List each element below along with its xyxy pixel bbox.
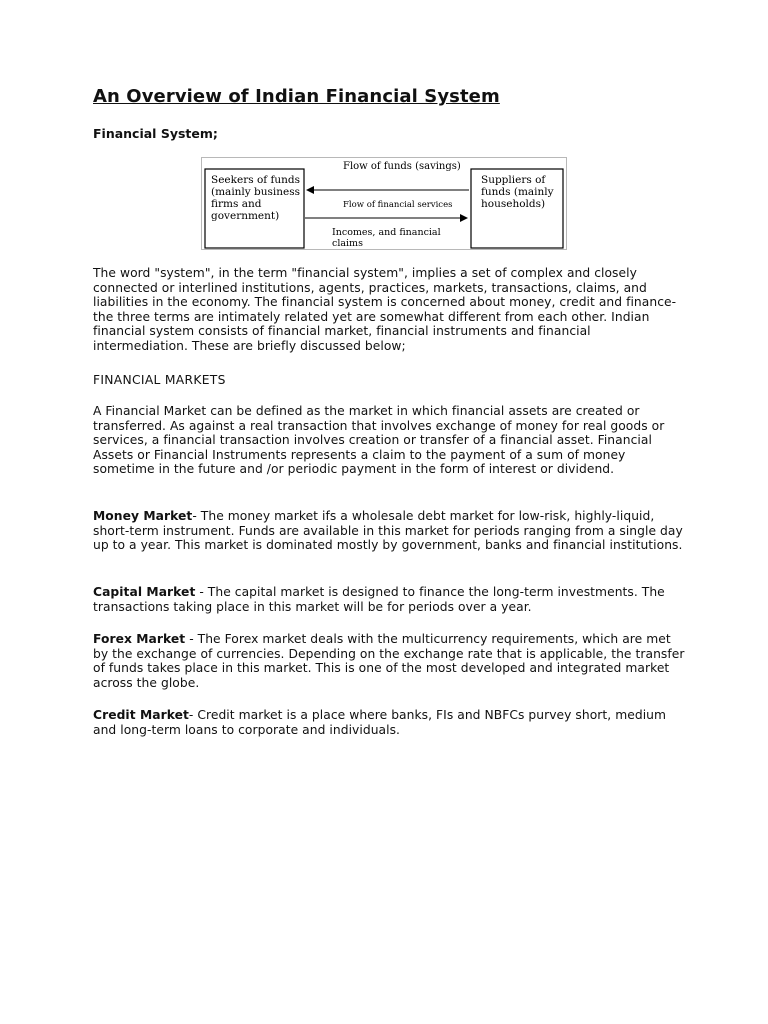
diagram-left-line-1: Seekers of funds — [211, 174, 301, 186]
capital-market-text: - The capital market is designed to finance the long-term investments. The transactions taking place in this market will be for periods over a year. — [93, 585, 665, 614]
financial-markets-heading: FINANCIAL MARKETS — [93, 373, 226, 387]
money-market-paragraph — [93, 509, 685, 553]
diagram-bottom-line-2: claims — [332, 238, 363, 249]
money-market-text: - The money market ifs a wholesale debt market for low-risk, highly-liquid, short-term instrument. Funds are available in this market for periods ranging from a single day up to a year. This market is dominated mostly by government, banks and financial institutions. — [93, 509, 683, 553]
section-subtitle: Financial System; — [93, 126, 218, 141]
financial-flow-diagram — [201, 157, 567, 250]
diagram-right-line-1: Suppliers of — [481, 174, 546, 186]
credit-market-text: - Credit market is a place where banks, FIs and NBFCs purvey short, medium and long-term loans to corporate and individuals. — [93, 708, 667, 737]
forex-market-term: Forex Market — [93, 632, 186, 646]
diagram-left-line-4: government) — [211, 210, 280, 222]
diagram-bottom-line-1: Incomes, and financial — [332, 227, 441, 238]
diagram-right-line-3: households) — [481, 198, 546, 210]
diagram-top-label: Flow of funds (savings) — [343, 161, 461, 172]
document-title: An Overview of Indian Financial System — [93, 86, 500, 107]
diagram-right-line-2: funds (mainly — [481, 186, 554, 198]
credit-market-term: Credit Market — [93, 708, 189, 722]
credit-market-paragraph — [93, 708, 685, 737]
diagram-left-line-2: (mainly business — [211, 186, 301, 198]
diagram-left-line-3: firms and — [211, 198, 262, 210]
forex-market-text: - The Forex market deals with the multicurrency requirements, which are met by the exchange of currencies. Depending on the exchange rate that is applicable, the transfer of funds takes place in this market. This is one of the most developed and integrated market across the globe. — [93, 632, 685, 690]
diagram-middle-label: Flow of financial services — [343, 200, 453, 210]
forex-market-paragraph — [93, 632, 685, 690]
capital-market-term: Capital Market — [93, 585, 196, 599]
capital-market-paragraph — [93, 585, 685, 614]
money-market-term: Money Market — [93, 509, 193, 523]
intro-paragraph: The word "system", in the term "financial system", implies a set of complex and closely connected or interlined institutions, agents, practices, markets, transactions, claims, and liabilities in the economy. The financial system is concerned about money, credit and finance-the three terms are intimately related yet are somewhat different from each other. Indian financial system consists of financial market, financial instruments and financial intermediation. These are briefly discussed below; — [93, 266, 677, 353]
financial-market-definition: A Financial Market can be defined as the market in which financial assets are created or transferred. As against a real transaction that involves exchange of money for real goods or services, a financial transaction involves creation or transfer of a financial asset. Financial Assets or Financial Instruments represents a claim to the payment of a sum of money sometime in the future and /or periodic payment in the form of interest or dividend. — [93, 404, 665, 477]
